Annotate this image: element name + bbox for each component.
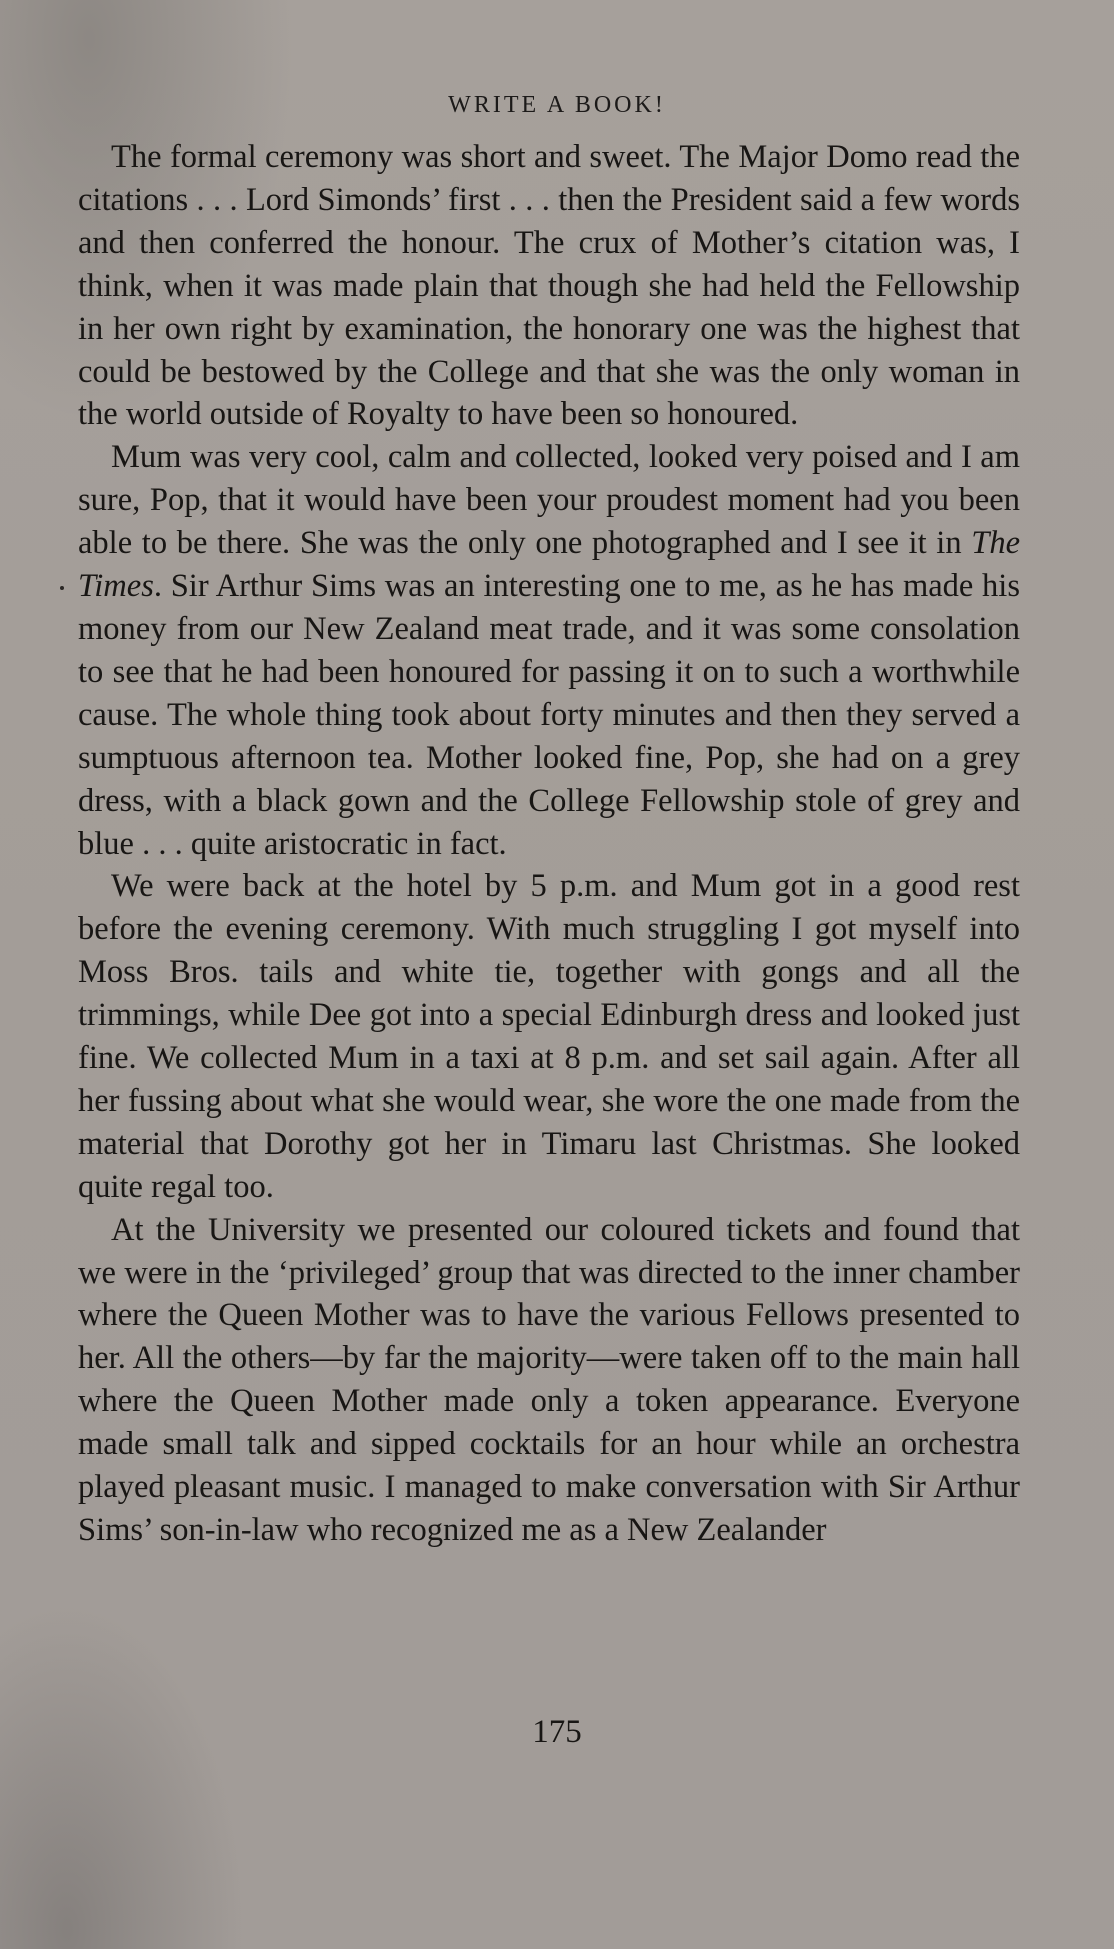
paragraph-1-text: The formal ceremony was short and sweet. The Major Domo read the citations . . . Lord Simonds’ first . . . then the President said a few words and then conferred the honour. The crux of Mother’s citation was, I think, when it was made plain that though she had held the Fellowship in her own right by examination, the honorary one was the highest that could be bestowed by the College and that she was the only woman in the world outside of Royalty to have been so honoured.	[78, 139, 1020, 433]
body-text	[78, 136, 1020, 1552]
page-number: 175	[532, 1714, 582, 1750]
paragraph-4-text: At the University we presented our coloured tickets and found that we were in the ‘privileged’ group that was directed to the inner chamber where the Queen Mother was to have the various Fellows presented to her. All the others—by far the majority—were taken off to the main hall where the Queen Mother made only a token appearance. Everyone made small talk and sipped cocktails for an hour while an orchestra played pleasant music. I managed to make conversation with Sir Arthur Sims’ son-in-law who recognized me as a New Zealander	[78, 1211, 1020, 1548]
paragraph-3-text: We were back at the hotel by 5 p.m. and Mum got in a good rest before the evening ceremony. With much struggling I got myself into Moss Bros. tails and white tie, together with gongs and all the trimmings, while Dee got into a special Edinburgh dress and looked just fine. We collected Mum in a taxi at 8 p.m. and set sail again. After all her fussing about what she would wear, she wore the one made from the material that Dorothy got her in Timaru last Christmas. She looked quite regal too.	[78, 868, 1020, 1205]
paragraph-2-text-before: Mum was very cool, calm and collected, looked very poised and I am sure, Pop, that it would have been your proudest moment had you been able to be there. She was the only one photographed and I see it in	[78, 439, 1020, 562]
paragraph-1	[78, 136, 1020, 436]
running-head: WRITE A BOOK!	[448, 92, 666, 118]
paragraph-2	[78, 436, 1020, 865]
paragraph-2-text-after: . Sir Arthur Sims was an interesting one to me, as he has made his money from our New Zealand meat trade, and it was some consolation to see that he had been honoured for passing it on to such a worthwhile cause. The whole thing took about forty minutes and then they served a sumptuous afternoon tea. Mother looked fine, Pop, she had on a grey dress, with a black gown and the College Fellowship stole of grey and blue . . . quite aristocratic in fact.	[78, 568, 1020, 862]
paragraph-4	[78, 1209, 1020, 1552]
newspaper-title: The Times	[78, 525, 1020, 605]
paragraph-3	[78, 865, 1020, 1208]
margin-mark	[60, 586, 64, 590]
